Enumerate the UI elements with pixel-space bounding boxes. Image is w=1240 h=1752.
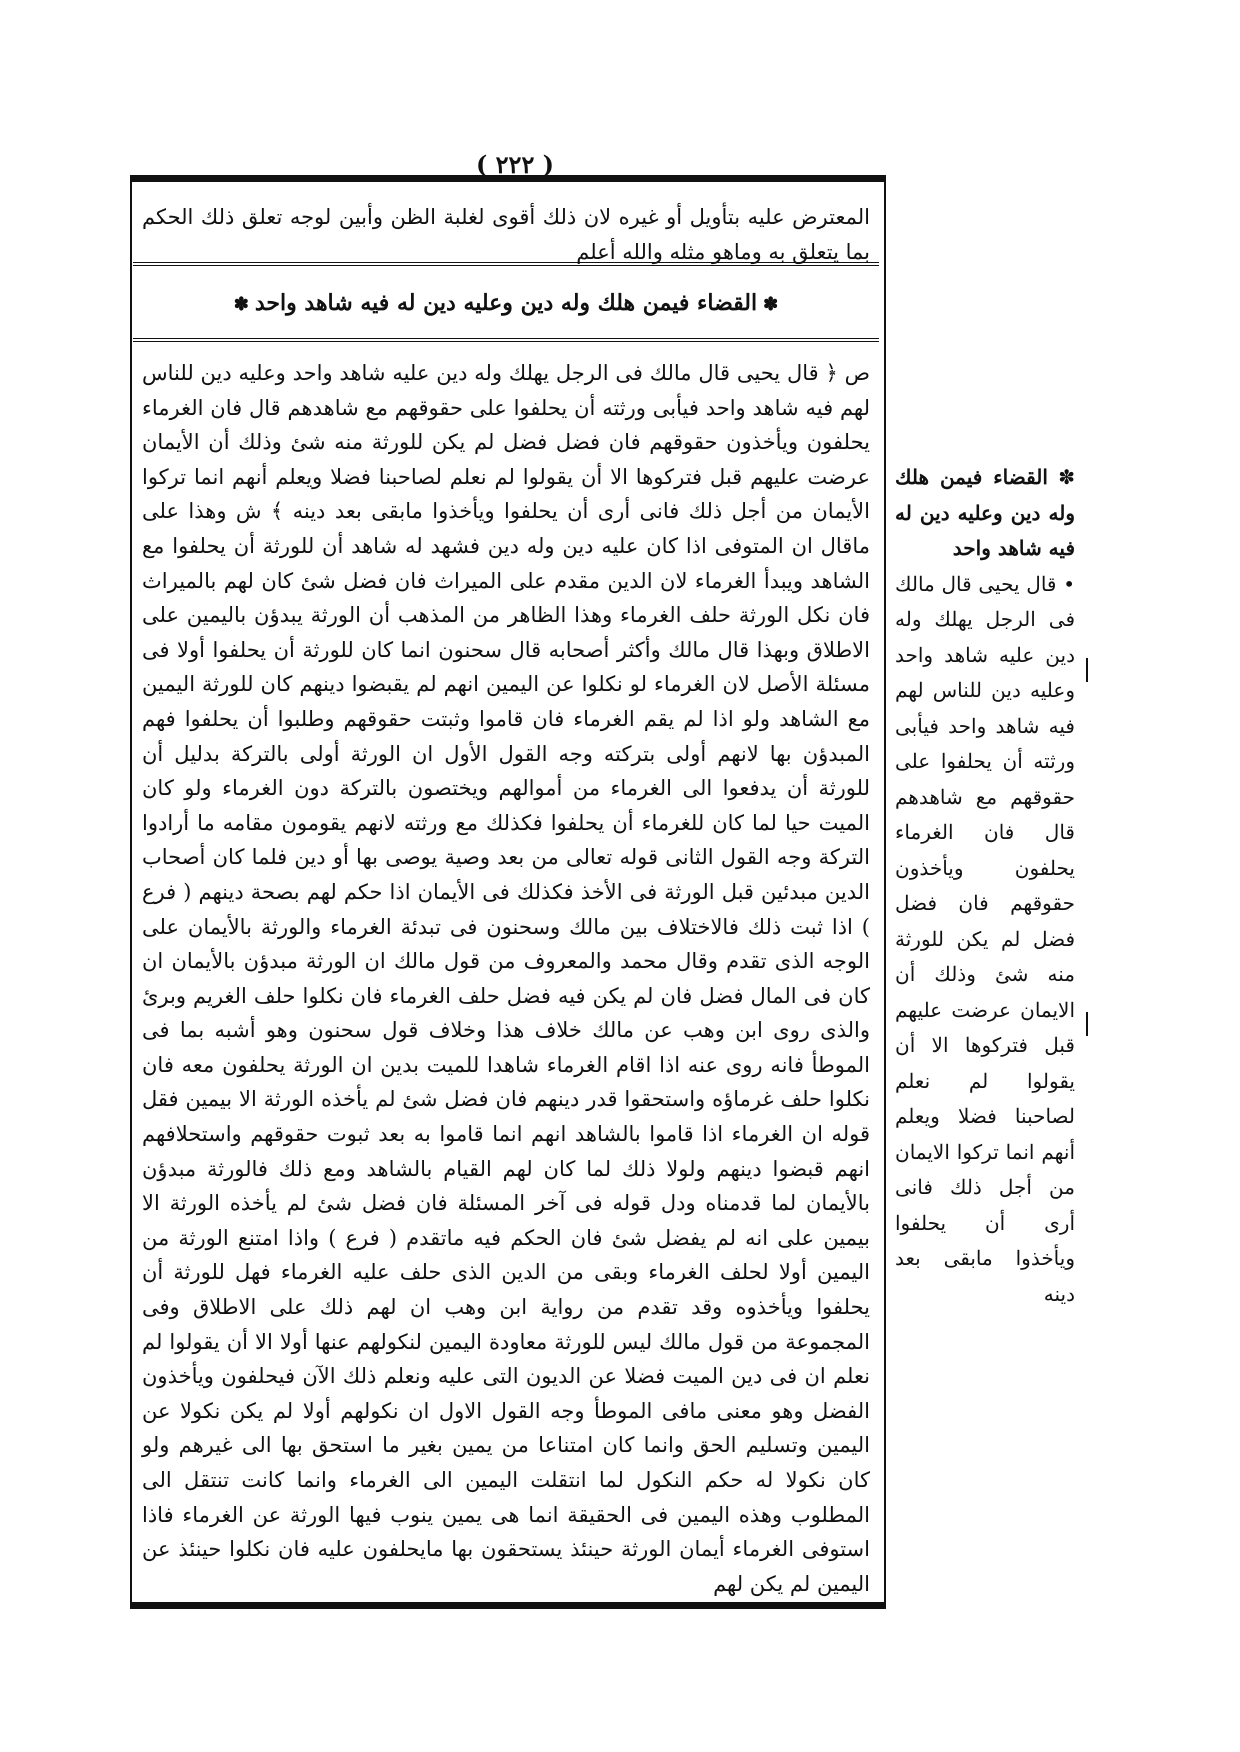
page-number: ( ٢٢٢ ) [475,150,555,179]
heading-rule-bottom [133,338,879,342]
bullet-icon: • [1056,571,1076,596]
margin-note-heading: القضاء فيمن هلك وله دين وعليه دين له فيه شاهد واحد [895,465,1075,560]
margin-tick-mark [1086,658,1088,682]
intro-paragraph: المعترض عليه بتأويل أو غيره لان ذلك أقوى لغلبة الظن وأبين لوجه تعلق ذلك الحكم بما يتعلق به وماهو مثله والله أعلم [142,205,870,264]
ornament-icon: ✽ [763,294,779,315]
frame-top-rule [132,177,884,182]
margin-note-text: قال يحيى قال مالك فى الرجل يهلك وله دين عليه شاهد واحد وعليه دين للناس لهم فيه شاهد واحد فيأبى ورثته أن يحلفوا على حقوقهم مع شاهدهم قال فان الغرماء يحلفون ويأخذون حقوقهم فان فضل فضل لم يكن للورثة منه شئ وذلك أن الايمان عرضت عليهم قبل فتركوها الا أن يقولوا لم نعلم لصاحبنا فضلا ويعلم أنهم انما تركوا الايمان من أجل ذلك فانى أرى أن يحلفوا ويأخذوا مابقى بعد دينه [895,571,1075,1306]
heading-rule-top [133,262,879,266]
section-heading-text: القضاء فيمن هلك وله دين وعليه دين له فيه شاهد واحد [254,290,758,316]
section-heading [142,290,870,316]
margin-tick-mark [1086,1012,1088,1036]
margin-note [895,460,1075,1312]
main-commentary: ص ﴿ قال يحيى قال مالك فى الرجل يهلك وله دين عليه شاهد واحد وعليه دين للناس لهم فيه شاهد واحد فيأبى ورثته أن يحلفوا على حقوقهم مع شاهدهم قال فان الغرماء يحلفون ويأخذون حقوقهم فان فضل فضل لم يكن للورثة منه شئ وذلك أن الأيمان عرضت عليهم قبل فتركوها الا أن يقولوا لم نعلم لصاحبنا فضلا ويعلم أنهم انما تركوا الأيمان من أجل ذلك فانى أرى أن يحلفوا ويأخذوا مابقى بعد دينه ﴾ ش وهذا على ماقال ان المتوفى اذا كان عليه دين وله دين فشهد له شاهد أن للورثة أن يحلفوا مع الشاهد ويبدأ الغرماء لان الدين مقدم على الميراث فان فضل شئ كان لهم بالميراث فان نكل الورثة حلف الغرماء وهذا الظاهر من المذهب أن الورثة يبدؤن باليمين على الاطلاق وبهذا قال مالك وأكثر أصحابه قال سحنون انما كان للورثة أن يحلفوا أولا فى مسئلة الأصل لان الغرماء لو نكلوا عن اليمين انهم لم يقبضوا دينهم كان للورثة اليمين مع الشاهد ولو اذا لم يقم الغرماء فان قاموا وثبتت حقوقهم وطلبوا أن يحلفوا فهم المبدؤن بها لانهم أولى بتركته وجه القول الأول ان الورثة أولى بالتركة بدليل أن للورثة أن يدفعوا الى الغرماء من أموالهم ويختصون بالتركة دون الغرماء ولو كان الميت حيا لما كان للغرماء أن يحلفوا فكذلك مع ورثته لانهم يقومون مقامه ما أرادوا التركة وجه القول الثانى قوله تعالى من بعد وصية يوصى بها أو دين فلما كان أصحاب الدين مبدئين قبل الورثة فى الأخذ فكذلك فى الأيمان اذا حكم لهم بصحة دينهم ( فرع ) اذا ثبت ذلك فالاختلاف بين مالك وسحنون فى تبدئة الغرماء والورثة بالأيمان على الوجه الذى تقدم وقال محمد والمعروف من قول مالك ان الورثة مبدؤن بالأيمان ان كان فى المال فضل فان لم يكن فيه فضل حلف الغرماء فان نكلوا حلف الغريم وبرئ والذى روى ابن وهب عن مالك خلاف هذا وخلاف قول سحنون وهو أشبه بما فى الموطأ فانه روى عنه اذا اقام الغرماء شاهدا للميت بدين ان الورثة يحلفون معه فان نكلوا حلف غرماؤه واستحقوا قدر دينهم فان فضل شئ لم يأخذه الورثة الا بيمين فقل قوله ان الغرماء اذا قاموا بالشاهد انهم انما قاموا به بعد ثبوت حقوقهم واستحلافهم انهم قبضوا دينهم ولولا ذلك لما كان لهم القيام بالشاهد ومع ذلك فالورثة مبدؤن بالأيمان لما قدمناه ودل قوله فى آخر المسئلة فان فضل شئ لم يأخذه الورثة الا بيمين على انه لم يفضل شئ فان الحكم فيه ماتقدم ( فرع ) واذا امتنع الورثة من اليمين أولا لحلف الغرماء وبقى من الدين الذى حلف عليه الغرماء فهل للورثة أن يحلفوا ويأخذوه وقد تقدم من رواية ابن وهب ان لهم ذلك على الاطلاق وفى المجموعة من قول مالك ليس للورثة معاودة اليمين لنكولهم عنها أولا الا أن يقولوا لم نعلم ان فى دين الميت فضلا عن الديون التى عليه ونعلم ذلك الآن فيحلفون ويأخذون الفضل وهو معنى مافى الموطأ وجه القول الاول ان نكولهم أولا لم يكن نكولا عن اليمين وتسليم الحق وانما كان امتناعا من يمين بغير ما استحق بها الى غيرهم ولو كان نكولا له حكم النكول لما انتقلت اليمين الى الغرماء وانما كانت تنتقل الى المطلوب وهذه اليمين فى الحقيقة انما هى يمين ينوب فيها الورثة عن الغرماء فاذا استوفى الغرماء أيمان الورثة حينئذ يستحقون بها مايحلفون عليه فان نكلوا حينئذ عن اليمين لم يكن لهم [142,361,870,1596]
ornament-icon: ✽ [1047,465,1075,489]
ornament-icon: ✽ [233,294,249,315]
frame-bottom-rule [132,1602,884,1607]
